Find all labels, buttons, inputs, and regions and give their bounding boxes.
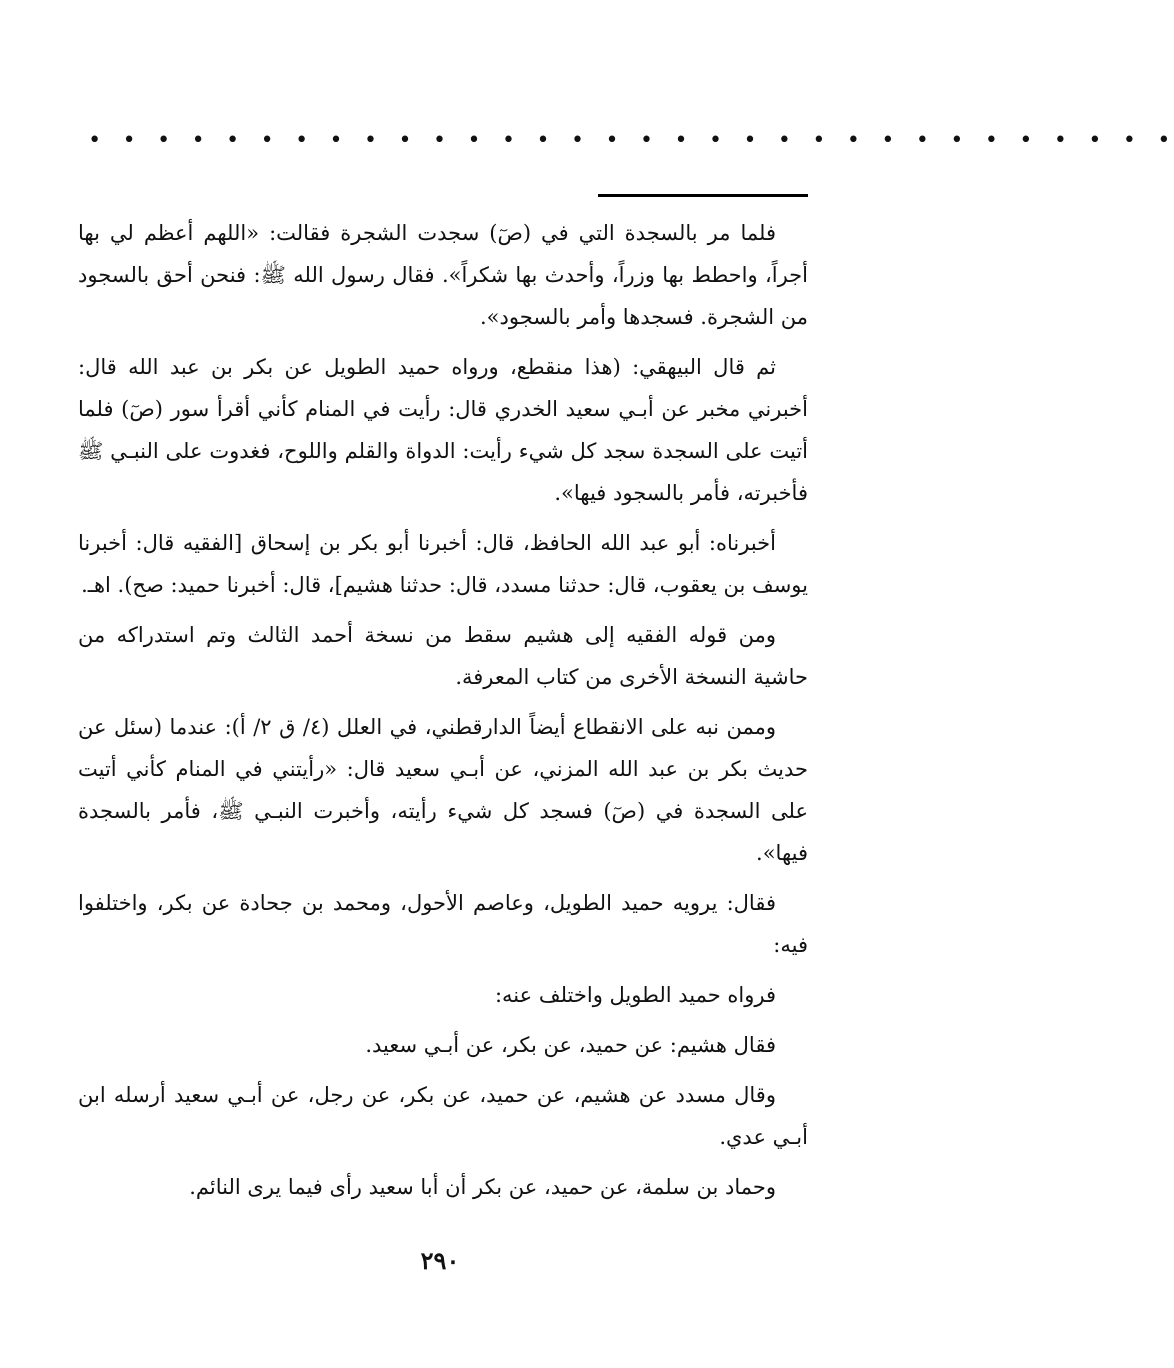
footnote-rule (598, 194, 808, 197)
paragraph: فقال هشيم: عن حميد، عن بكر، عن أبـي سعيد. (365, 1033, 776, 1057)
paragraph: فرواه حميد الطويل واختلف عنه: (494, 983, 776, 1007)
page-number: ٢٩٠ (420, 1246, 460, 1275)
paragraph: فلما مر بالسجدة التي في (صٓ) سجدت الشجرة فقالت: «اللهم أعظم لي بها أجراً، واحطط بها وزراً، وأحدث بها شكراً». فقال رسول الله ﷺ: فنحن أحق بالسجود من الشجرة. فسجدها وأمر بالسجود». (78, 221, 808, 329)
page-body (78, 212, 808, 1216)
paragraph: فقال: يرويه حميد الطويل، وعاصم الأحول، ومحمد بن جحادة عن بكر، واختلفوا فيه: (78, 891, 808, 957)
paragraph: وممن نبه على الانقطاع أيضاً الدارقطني، في العلل (٤/ ق ٢/ أ): عندما (سئل عن حديث بكر بن عبد الله المزني، عن أبـي سعيد قال: «رأيتني في المنام كأني أتيت على السجدة في (صٓ) فسجد كل شيء رأيته، وأخبرت النبـي ﷺ، فأمر بالسجدة فيها». (78, 715, 808, 865)
paragraph: ومن قوله الفقيه إلى هشيم سقط من نسخة أحمد الثالث وتم استدراكه من حاشية النسخة الأخرى من كتاب المعرفة. (78, 623, 808, 689)
paragraph: وقال مسدد عن هشيم، عن حميد، عن بكر، عن رجل، عن أبـي سعيد أرسله ابن أبـي عدي. (78, 1083, 808, 1149)
paragraph: وحماد بن سلمة، عن حميد، عن بكر أن أبا سعيد رأى فيما يرى النائم. (189, 1175, 776, 1199)
paragraph: ثم قال البيهقي: (هذا منقطع، ورواه حميد الطويل عن بكر بن عبد الله قال: أخبرني مخبر عن أبـي سعيد الخدري قال: رأيت في المنام كأني أقرأ سور (صٓ) فلما أتيت على السجدة سجد كل شيء رأيت: الدواة والقلم واللوح، فغدوت على النبـي ﷺ فأخبرته، فأمر بالسجود فيها». (78, 355, 808, 505)
dotted-separator: • • • • • • • • • • • • • • • • • • • • • • • • • • • • • • • • (88, 128, 1174, 153)
paragraph: أخبرناه: أبو عبد الله الحافظ، قال: أخبرنا أبو بكر بن إسحاق [الفقيه قال: أخبرنا يوسف بن يعقوب، قال: حدثنا مسدد، قال: حدثنا هشيم]، قال: أخبرنا حميد: صح). اهـ. (78, 531, 808, 597)
